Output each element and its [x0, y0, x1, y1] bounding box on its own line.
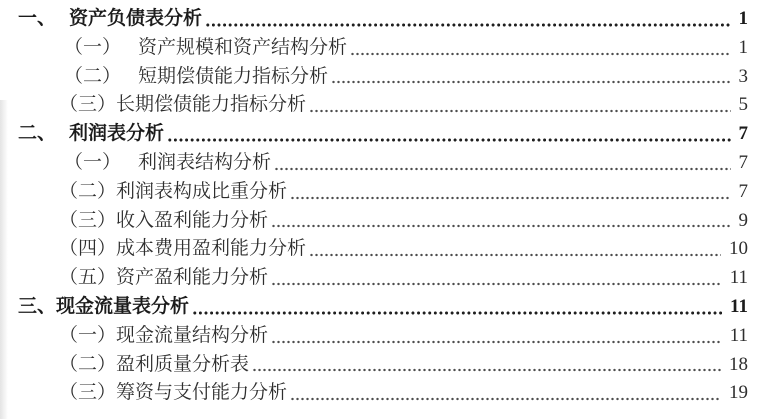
toc-entry-number: （三）	[59, 209, 117, 231]
toc-entry-title: 成本费用盈利能力分析	[116, 238, 307, 260]
toc-entry-page: 9	[738, 209, 748, 231]
toc-entry-title: 资产规模和资产结构分析	[138, 36, 348, 58]
toc-entry-title: 盈利质量分析表	[116, 353, 250, 375]
toc-entry-number: （二）	[59, 353, 117, 375]
toc-entry-title: 短期偿债能力指标分析	[138, 65, 329, 87]
toc-entry[interactable]	[18, 293, 748, 322]
dot-leader-icon	[205, 5, 730, 34]
dot-leader-icon	[350, 34, 730, 63]
toc-entry[interactable]	[18, 34, 748, 63]
toc-entry-page: 5	[738, 94, 748, 116]
toc-entry[interactable]	[18, 91, 748, 120]
toc-entry-title: 资产盈利能力分析	[116, 267, 269, 289]
toc-entry[interactable]	[18, 207, 748, 236]
toc-entry-number: 一、	[18, 8, 57, 29]
toc-entry-title: 长期偿债能力指标分析	[116, 94, 307, 116]
toc-entry-page: 1	[738, 36, 748, 58]
toc-entry[interactable]	[18, 264, 748, 293]
toc-entry-page: 11	[729, 324, 748, 346]
toc-entry[interactable]	[18, 120, 748, 149]
dot-leader-icon	[274, 149, 730, 178]
toc-entry-title: 收入盈利能力分析	[116, 209, 269, 231]
toc-entry[interactable]	[18, 351, 748, 380]
toc-entry-title: 利润表结构分析	[138, 151, 272, 173]
dot-leader-icon	[290, 178, 730, 207]
dot-leader-icon	[167, 120, 730, 149]
toc-entry[interactable]	[18, 322, 748, 351]
toc-entry-number: （四）	[59, 238, 117, 260]
dot-leader-icon	[192, 293, 722, 322]
toc-entry-title: 现金流量结构分析	[116, 324, 269, 346]
toc-entry-number: （三）	[59, 94, 117, 116]
toc-entry[interactable]	[18, 149, 748, 178]
toc-entry-number: （一）	[59, 324, 117, 346]
toc-entry-number: 三、	[18, 295, 57, 317]
toc-entry-title: 现金流量表分析	[56, 295, 190, 317]
toc-entry[interactable]	[18, 178, 748, 207]
dot-leader-icon	[271, 322, 722, 351]
toc-entry[interactable]	[18, 379, 748, 408]
toc-entry[interactable]	[18, 5, 748, 34]
toc-entry-number: （二）	[64, 65, 122, 87]
dot-leader-icon	[309, 91, 730, 120]
toc-entry-page: 7	[738, 123, 748, 145]
dot-leader-icon	[309, 235, 721, 264]
toc-entry-number: 二、	[18, 123, 57, 145]
dot-leader-icon	[271, 207, 730, 236]
toc-entry-page: 3	[738, 65, 748, 87]
toc-entry-page: 19	[729, 382, 748, 404]
toc-entry-page: 7	[738, 151, 748, 173]
toc-entry-title: 利润表构成比重分析	[116, 180, 288, 202]
toc-entry-number: （三）	[59, 382, 117, 404]
dot-leader-icon	[252, 351, 721, 380]
dot-leader-icon	[290, 379, 721, 408]
toc-entry-number: （一）	[64, 36, 122, 58]
scan-edge-shadow	[0, 100, 8, 419]
toc-entry-number: （一）	[64, 151, 122, 173]
toc-entry-page: 11	[730, 295, 748, 317]
toc-entry-title: 利润表分析	[69, 123, 165, 145]
toc-entry[interactable]	[18, 63, 748, 92]
toc-entry[interactable]	[18, 235, 748, 264]
toc-entry-page: 1	[738, 8, 748, 29]
toc-entry-page: 18	[729, 353, 748, 375]
toc-entry-title: 资产负债表分析	[69, 8, 203, 29]
table-of-contents	[18, 5, 748, 408]
toc-entry-page: 11	[729, 267, 748, 289]
toc-entry-page: 7	[738, 180, 748, 202]
dot-leader-icon	[271, 264, 722, 293]
toc-entry-number: （二）	[59, 180, 117, 202]
toc-entry-number: （五）	[59, 267, 117, 289]
toc-entry-page: 10	[729, 238, 748, 260]
dot-leader-icon	[331, 63, 730, 92]
toc-entry-title: 筹资与支付能力分析	[116, 382, 288, 404]
